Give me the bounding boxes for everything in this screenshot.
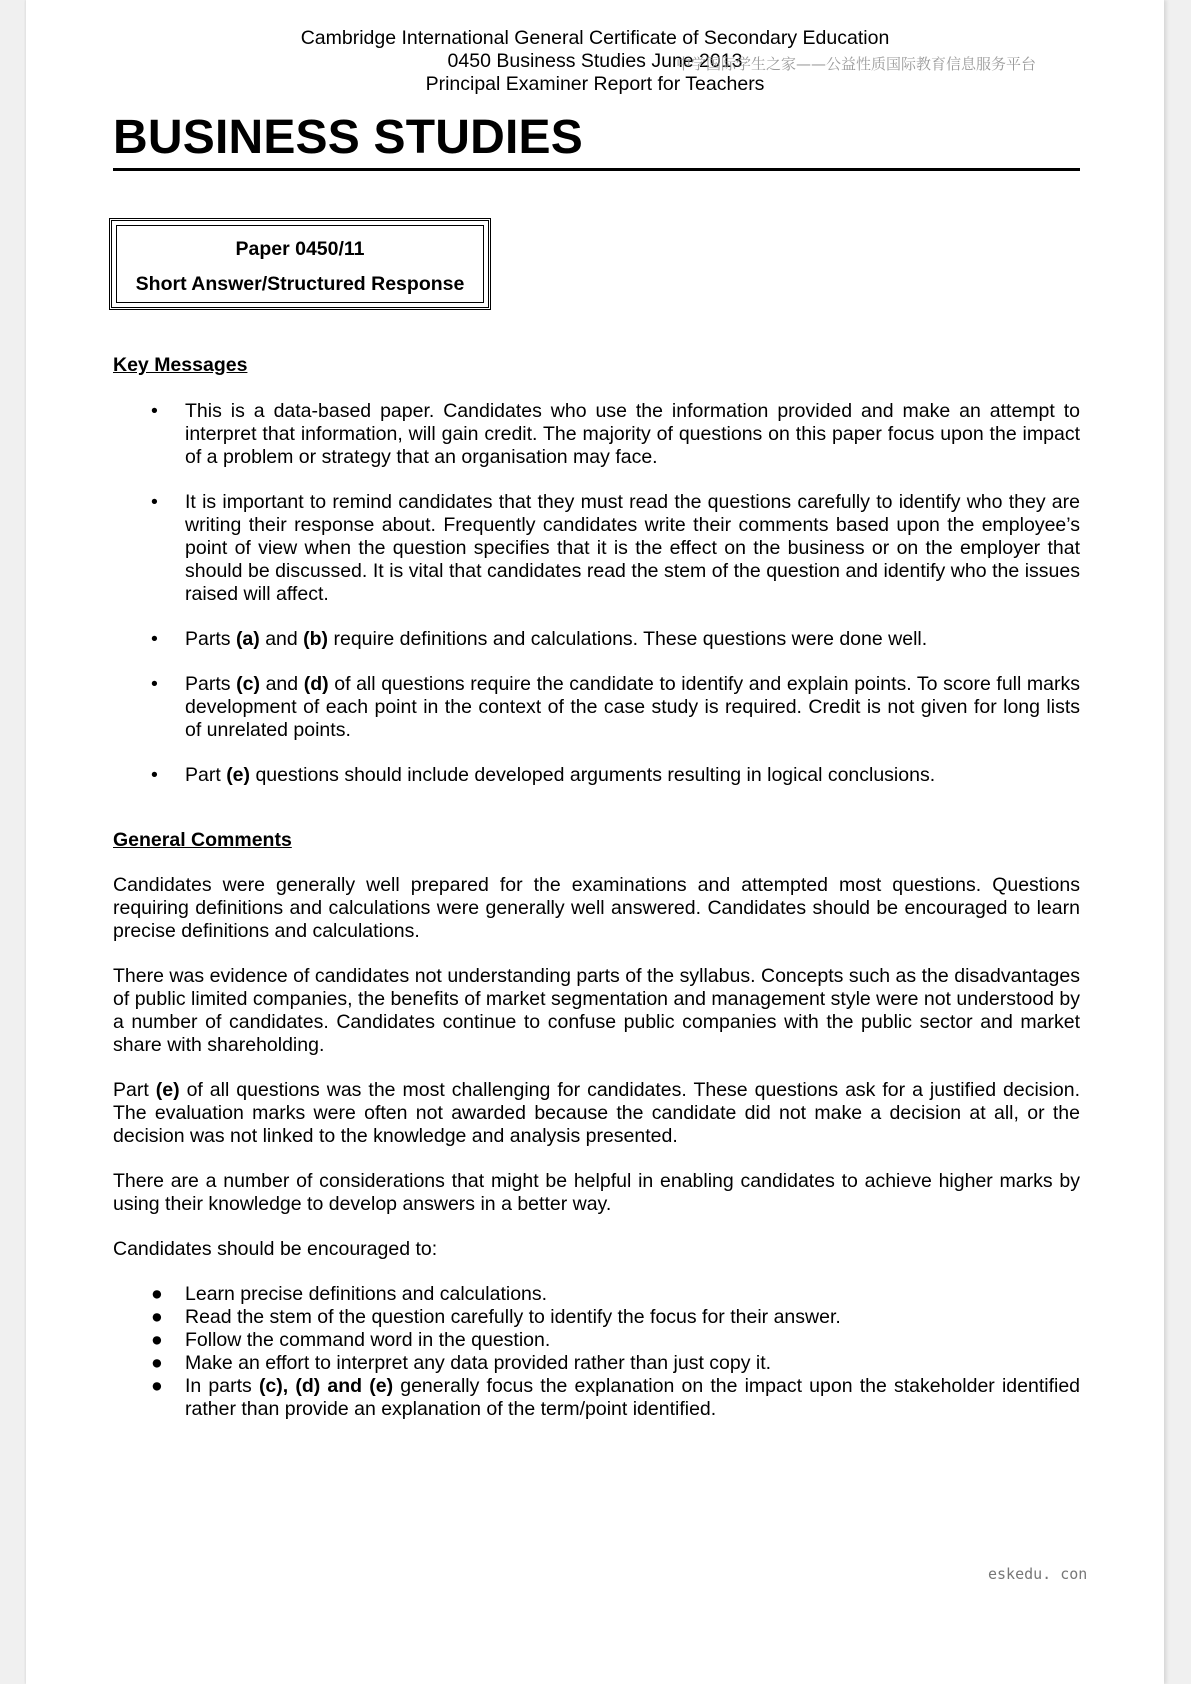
general-comments-paragraph: Candidates were generally well prepared for the examinations and attempted most questions. Questions requiring definitions and calculations were generally well answered. Candidates should be encouraged to learn precise definitions and calculations. <box>113 874 1080 942</box>
document-page <box>26 0 1164 1684</box>
list-item: • Parts (c) and (d) of all questions require the candidate to identify and explain points. To score full marks development of each point in the context of the case study is required. Credit is not given for long lists of unrelated points. <box>151 673 1081 741</box>
list-item: • This is a data-based paper. Candidates who use the information provided and make an attempt to interpret that information, will gain credit. The majority of questions on this paper focus upon the impact of a problem or strategy that an organisation may face. <box>151 400 1080 468</box>
list-item: ● Read the stem of the question carefully to identify the focus for their answer. <box>151 1306 841 1328</box>
title-underline-rule <box>113 168 1080 171</box>
page-title: BUSINESS STUDIES <box>113 111 583 164</box>
paper-type: Short Answer/Structured Response <box>135 273 465 295</box>
header-watermark: 中学国际学生之家——公益性质国际教育信息服务平台 <box>676 55 1037 73</box>
general-comments-paragraph: There are a number of considerations that might be helpful in enabling candidates to achieve higher marks by using their knowledge to develop answers in a better way. <box>113 1170 1080 1215</box>
encouraged-intro: Candidates should be encouraged to: <box>113 1238 438 1260</box>
list-item: • It is important to remind candidates that they must read the questions carefully to identify who they are writing their response about. Frequently candidates write their comments based upon the employee’s point of view when the question specifies that it is the effect on the business or on the employer that should be discussed. It is vital that candidates read the stem of the question and identify who the issues raised will affect. <box>151 491 1080 605</box>
list-item: ● Learn precise definitions and calculations. <box>151 1283 548 1305</box>
list-item: ● Make an effort to interpret any data provided rather than just copy it. <box>151 1352 772 1374</box>
list-item: • Part (e) questions should include developed arguments resulting in logical conclusions. <box>151 764 936 786</box>
key-messages-heading: Key Messages <box>113 354 248 376</box>
footer-watermark: eskedu. con <box>988 1565 1088 1583</box>
header-line-3: Principal Examiner Report for Teachers <box>425 73 765 95</box>
paper-code: Paper 0450/11 <box>235 238 365 260</box>
header-line-1: Cambridge International General Certificate of Secondary Education <box>300 27 890 49</box>
list-item: ● Follow the command word in the question. <box>151 1329 551 1351</box>
list-item: ● In parts (c), (d) and (e) generally focus the explanation on the impact upon the stakeholder identified rather than provide an explanation of the term/point identified. <box>151 1375 1081 1420</box>
report-body <box>113 354 1080 1421</box>
encouraged-list <box>113 1283 1080 1421</box>
key-messages-list <box>113 400 1080 787</box>
list-item: • Parts (a) and (b) require definitions and calculations. These questions were done well. <box>151 628 928 650</box>
general-comments-heading: General Comments <box>113 829 292 851</box>
general-comments-paragraph: Part (e) of all questions was the most challenging for candidates. These questions ask for a justified decision. The evaluation marks were often not awarded because the candidate did not make a decision at all, or the decision was not linked to the knowledge and analysis presented. <box>113 1079 1080 1147</box>
general-comments-paragraph: There was evidence of candidates not understanding parts of the syllabus. Concepts such as the disadvantages of public limited companies, the benefits of market segmentation and management style were not understood by a number of candidates. Candidates continue to confuse public companies with the public sector and market share with shareholding. <box>113 965 1080 1056</box>
header-line-2: 0450 Business Studies June 2013 <box>447 50 743 72</box>
paper-info-box <box>109 218 491 310</box>
